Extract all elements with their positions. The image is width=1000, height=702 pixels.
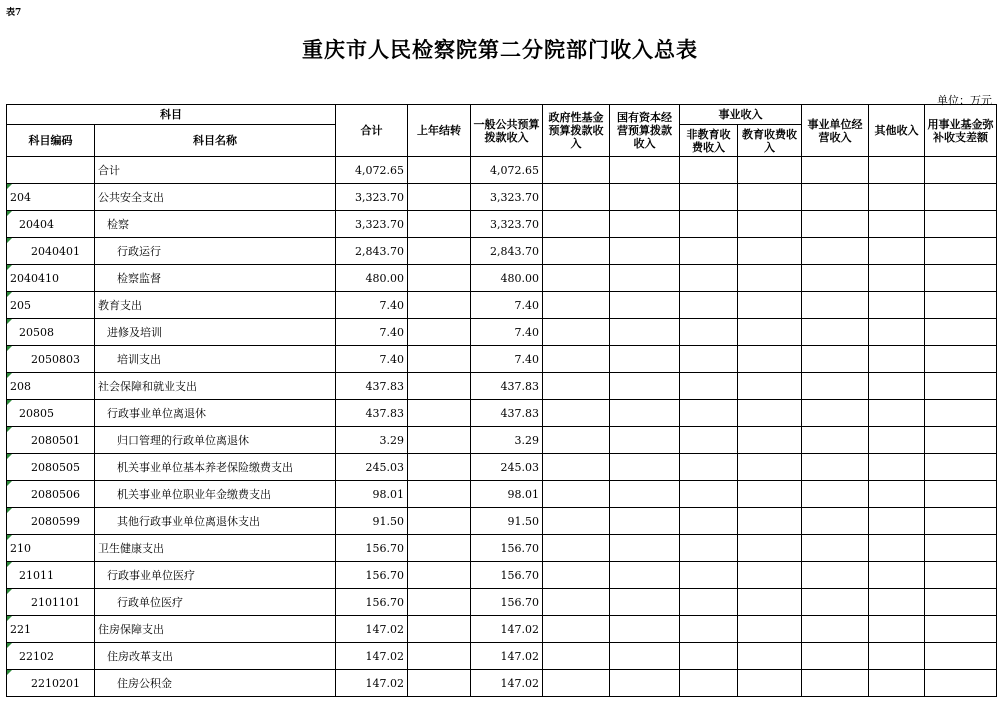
cell-education <box>738 211 802 238</box>
cell-noneducation <box>680 184 738 211</box>
cell-noneducation <box>680 319 738 346</box>
cell-code: 2080599 <box>7 508 95 535</box>
cell-fund <box>925 616 997 643</box>
header-non-education-fee: 非教育收费收入 <box>680 125 738 157</box>
cell-total: 147.02 <box>336 643 408 670</box>
cell-code: 20508 <box>7 319 95 346</box>
cell-stateasset <box>610 346 680 373</box>
cell-name: 其他行政事业单位离退休支出 <box>95 508 336 535</box>
cell-govfund <box>543 184 610 211</box>
table-row <box>7 400 997 427</box>
cell-operating <box>802 238 869 265</box>
cell-total: 4,072.65 <box>336 157 408 184</box>
cell-fund <box>925 508 997 535</box>
cell-stateasset <box>610 184 680 211</box>
cell-noneducation <box>680 346 738 373</box>
table-row <box>7 265 997 292</box>
table-row <box>7 562 997 589</box>
cell-education <box>738 292 802 319</box>
cell-stateasset <box>610 643 680 670</box>
cell-general: 2,843.70 <box>471 238 543 265</box>
cell-general: 437.83 <box>471 400 543 427</box>
cell-code: 2101101 <box>7 589 95 616</box>
cell-name: 机关事业单位基本养老保险缴费支出 <box>95 454 336 481</box>
cell-total: 437.83 <box>336 400 408 427</box>
cell-general: 147.02 <box>471 670 543 697</box>
cell-education <box>738 427 802 454</box>
cell-total: 147.02 <box>336 670 408 697</box>
cell-operating <box>802 508 869 535</box>
cell-operating <box>802 454 869 481</box>
cell-stateasset <box>610 562 680 589</box>
cell-education <box>738 400 802 427</box>
cell-carryover <box>408 238 471 265</box>
cell-other <box>869 427 925 454</box>
cell-other <box>869 346 925 373</box>
cell-noneducation <box>680 292 738 319</box>
cell-noneducation <box>680 535 738 562</box>
table-body <box>7 157 997 697</box>
cell-govfund <box>543 400 610 427</box>
cell-operating <box>802 670 869 697</box>
cell-fund <box>925 427 997 454</box>
cell-govfund <box>543 454 610 481</box>
cell-education <box>738 184 802 211</box>
cell-general: 147.02 <box>471 643 543 670</box>
cell-fund <box>925 184 997 211</box>
table-row <box>7 211 997 238</box>
cell-name: 行政事业单位离退休 <box>95 400 336 427</box>
table-row <box>7 238 997 265</box>
cell-carryover <box>408 373 471 400</box>
cell-fund <box>925 211 997 238</box>
cell-other <box>869 643 925 670</box>
cell-fund <box>925 265 997 292</box>
cell-operating <box>802 481 869 508</box>
cell-name: 教育支出 <box>95 292 336 319</box>
cell-code: 205 <box>7 292 95 319</box>
header-operating-income: 事业单位经营收入 <box>802 105 869 157</box>
cell-education <box>738 319 802 346</box>
cell-stateasset <box>610 589 680 616</box>
cell-education <box>738 616 802 643</box>
cell-govfund <box>543 373 610 400</box>
table-row <box>7 157 997 184</box>
header-other-income: 其他收入 <box>869 105 925 157</box>
cell-general: 3,323.70 <box>471 211 543 238</box>
cell-carryover <box>408 643 471 670</box>
cell-general: 147.02 <box>471 616 543 643</box>
cell-govfund <box>543 481 610 508</box>
cell-general: 156.70 <box>471 562 543 589</box>
cell-other <box>869 562 925 589</box>
cell-general: 7.40 <box>471 346 543 373</box>
cell-code: 210 <box>7 535 95 562</box>
cell-code: 2040410 <box>7 265 95 292</box>
cell-general: 437.83 <box>471 373 543 400</box>
cell-code: 20404 <box>7 211 95 238</box>
cell-total: 3,323.70 <box>336 184 408 211</box>
cell-govfund <box>543 238 610 265</box>
cell-education <box>738 643 802 670</box>
income-table <box>6 104 997 697</box>
table-row <box>7 481 997 508</box>
table-row <box>7 643 997 670</box>
cell-noneducation <box>680 427 738 454</box>
cell-code: 2080501 <box>7 427 95 454</box>
cell-noneducation <box>680 265 738 292</box>
cell-noneducation <box>680 562 738 589</box>
cell-stateasset <box>610 319 680 346</box>
cell-carryover <box>408 535 471 562</box>
cell-other <box>869 292 925 319</box>
cell-operating <box>802 616 869 643</box>
cell-stateasset <box>610 508 680 535</box>
cell-other <box>869 211 925 238</box>
cell-other <box>869 400 925 427</box>
header-carryover: 上年结转 <box>408 105 471 157</box>
cell-stateasset <box>610 373 680 400</box>
cell-fund <box>925 319 997 346</box>
cell-govfund <box>543 589 610 616</box>
cell-noneducation <box>680 643 738 670</box>
table-row <box>7 373 997 400</box>
cell-code: 208 <box>7 373 95 400</box>
cell-name: 住房保障支出 <box>95 616 336 643</box>
cell-operating <box>802 346 869 373</box>
cell-code: 2080506 <box>7 481 95 508</box>
cell-name: 行政单位医疗 <box>95 589 336 616</box>
cell-general: 245.03 <box>471 454 543 481</box>
cell-stateasset <box>610 157 680 184</box>
cell-education <box>738 535 802 562</box>
cell-govfund <box>543 319 610 346</box>
cell-total: 2,843.70 <box>336 238 408 265</box>
cell-name: 卫生健康支出 <box>95 535 336 562</box>
cell-fund <box>925 535 997 562</box>
cell-carryover <box>408 508 471 535</box>
cell-name: 合计 <box>95 157 336 184</box>
table-row <box>7 184 997 211</box>
header-subject: 科目 <box>7 105 336 125</box>
cell-other <box>869 157 925 184</box>
cell-noneducation <box>680 616 738 643</box>
cell-operating <box>802 265 869 292</box>
table-row <box>7 616 997 643</box>
cell-code: 20805 <box>7 400 95 427</box>
cell-total: 437.83 <box>336 373 408 400</box>
header-fund-makeup: 用事业基金弥补收支差额 <box>925 105 997 157</box>
cell-name: 公共安全支出 <box>95 184 336 211</box>
cell-stateasset <box>610 535 680 562</box>
cell-total: 156.70 <box>336 562 408 589</box>
unit-label: 单位：万元 <box>937 94 992 107</box>
cell-code: 221 <box>7 616 95 643</box>
cell-total: 98.01 <box>336 481 408 508</box>
cell-general: 7.40 <box>471 292 543 319</box>
cell-other <box>869 319 925 346</box>
cell-operating <box>802 427 869 454</box>
cell-noneducation <box>680 373 738 400</box>
cell-general: 91.50 <box>471 508 543 535</box>
cell-operating <box>802 319 869 346</box>
cell-name: 行政事业单位医疗 <box>95 562 336 589</box>
cell-name: 培训支出 <box>95 346 336 373</box>
cell-fund <box>925 292 997 319</box>
cell-general: 480.00 <box>471 265 543 292</box>
cell-govfund <box>543 427 610 454</box>
cell-total: 156.70 <box>336 535 408 562</box>
cell-operating <box>802 292 869 319</box>
header-name: 科目名称 <box>95 125 336 157</box>
cell-carryover <box>408 346 471 373</box>
cell-other <box>869 184 925 211</box>
cell-education <box>738 670 802 697</box>
cell-carryover <box>408 481 471 508</box>
cell-noneducation <box>680 400 738 427</box>
cell-general: 98.01 <box>471 481 543 508</box>
cell-name: 住房改革支出 <box>95 643 336 670</box>
cell-name: 进修及培训 <box>95 319 336 346</box>
cell-govfund <box>543 508 610 535</box>
cell-stateasset <box>610 670 680 697</box>
cell-carryover <box>408 292 471 319</box>
cell-other <box>869 535 925 562</box>
header-education-fee: 教育收费收入 <box>738 125 802 157</box>
cell-name: 归口管理的行政单位离退休 <box>95 427 336 454</box>
cell-operating <box>802 535 869 562</box>
cell-education <box>738 373 802 400</box>
cell-govfund <box>543 616 610 643</box>
table-row <box>7 535 997 562</box>
cell-fund <box>925 643 997 670</box>
cell-noneducation <box>680 589 738 616</box>
cell-carryover <box>408 211 471 238</box>
cell-name: 行政运行 <box>95 238 336 265</box>
cell-fund <box>925 454 997 481</box>
cell-other <box>869 670 925 697</box>
cell-govfund <box>543 292 610 319</box>
cell-carryover <box>408 454 471 481</box>
table-row <box>7 319 997 346</box>
cell-fund <box>925 670 997 697</box>
cell-fund <box>925 400 997 427</box>
cell-other <box>869 238 925 265</box>
cell-other <box>869 508 925 535</box>
cell-general: 3,323.70 <box>471 184 543 211</box>
cell-code: 2210201 <box>7 670 95 697</box>
header-general-budget: 一般公共预算拨款收入 <box>471 105 543 157</box>
cell-fund <box>925 157 997 184</box>
cell-total: 3.29 <box>336 427 408 454</box>
table-row <box>7 670 997 697</box>
cell-general: 7.40 <box>471 319 543 346</box>
header-state-asset: 国有资本经营预算拨款收入 <box>610 105 680 157</box>
cell-operating <box>802 211 869 238</box>
cell-carryover <box>408 589 471 616</box>
cell-govfund <box>543 670 610 697</box>
cell-education <box>738 481 802 508</box>
cell-carryover <box>408 562 471 589</box>
cell-general: 4,072.65 <box>471 157 543 184</box>
cell-operating <box>802 400 869 427</box>
cell-fund <box>925 589 997 616</box>
cell-education <box>738 265 802 292</box>
cell-operating <box>802 562 869 589</box>
cell-name: 检察监督 <box>95 265 336 292</box>
cell-govfund <box>543 211 610 238</box>
cell-total: 7.40 <box>336 319 408 346</box>
cell-fund <box>925 481 997 508</box>
cell-noneducation <box>680 157 738 184</box>
cell-operating <box>802 373 869 400</box>
cell-govfund <box>543 643 610 670</box>
cell-stateasset <box>610 292 680 319</box>
cell-noneducation <box>680 481 738 508</box>
cell-carryover <box>408 184 471 211</box>
cell-stateasset <box>610 265 680 292</box>
cell-stateasset <box>610 238 680 265</box>
table-row <box>7 346 997 373</box>
cell-govfund <box>543 265 610 292</box>
cell-code: 22102 <box>7 643 95 670</box>
cell-other <box>869 454 925 481</box>
cell-stateasset <box>610 481 680 508</box>
cell-fund <box>925 346 997 373</box>
cell-other <box>869 265 925 292</box>
cell-name: 住房公积金 <box>95 670 336 697</box>
table-row <box>7 589 997 616</box>
header-code: 科目编码 <box>7 125 95 157</box>
cell-stateasset <box>610 454 680 481</box>
cell-fund <box>925 373 997 400</box>
cell-noneducation <box>680 238 738 265</box>
cell-code: 204 <box>7 184 95 211</box>
cell-total: 480.00 <box>336 265 408 292</box>
cell-carryover <box>408 400 471 427</box>
cell-fund <box>925 238 997 265</box>
cell-stateasset <box>610 616 680 643</box>
cell-education <box>738 238 802 265</box>
cell-general: 156.70 <box>471 535 543 562</box>
cell-other <box>869 373 925 400</box>
cell-noneducation <box>680 454 738 481</box>
cell-other <box>869 589 925 616</box>
table-header <box>7 105 997 157</box>
cell-code: 2050803 <box>7 346 95 373</box>
table-row <box>7 427 997 454</box>
cell-total: 7.40 <box>336 346 408 373</box>
cell-total: 245.03 <box>336 454 408 481</box>
cell-operating <box>802 157 869 184</box>
table-row <box>7 508 997 535</box>
header-gov-fund: 政府性基金预算拨款收入 <box>543 105 610 157</box>
cell-noneducation <box>680 670 738 697</box>
cell-govfund <box>543 346 610 373</box>
cell-noneducation <box>680 508 738 535</box>
cell-name: 检察 <box>95 211 336 238</box>
cell-carryover <box>408 670 471 697</box>
cell-fund <box>925 562 997 589</box>
cell-carryover <box>408 319 471 346</box>
cell-other <box>869 616 925 643</box>
cell-operating <box>802 643 869 670</box>
cell-education <box>738 346 802 373</box>
cell-govfund <box>543 157 610 184</box>
cell-total: 91.50 <box>336 508 408 535</box>
cell-stateasset <box>610 427 680 454</box>
cell-general: 156.70 <box>471 589 543 616</box>
cell-education <box>738 589 802 616</box>
header-total: 合计 <box>336 105 408 157</box>
table-row <box>7 292 997 319</box>
cell-code <box>7 157 95 184</box>
cell-general: 3.29 <box>471 427 543 454</box>
cell-total: 156.70 <box>336 589 408 616</box>
cell-total: 3,323.70 <box>336 211 408 238</box>
cell-carryover <box>408 265 471 292</box>
cell-carryover <box>408 616 471 643</box>
cell-operating <box>802 184 869 211</box>
cell-stateasset <box>610 400 680 427</box>
cell-education <box>738 157 802 184</box>
cell-total: 147.02 <box>336 616 408 643</box>
cell-operating <box>802 589 869 616</box>
header-career-income: 事业收入 <box>680 105 802 125</box>
cell-code: 2040401 <box>7 238 95 265</box>
cell-code: 21011 <box>7 562 95 589</box>
cell-govfund <box>543 562 610 589</box>
cell-noneducation <box>680 211 738 238</box>
cell-total: 7.40 <box>336 292 408 319</box>
cell-education <box>738 454 802 481</box>
cell-other <box>869 481 925 508</box>
cell-stateasset <box>610 211 680 238</box>
cell-education <box>738 562 802 589</box>
cell-govfund <box>543 535 610 562</box>
cell-name: 社会保障和就业支出 <box>95 373 336 400</box>
cell-education <box>738 508 802 535</box>
cell-carryover <box>408 157 471 184</box>
cell-carryover <box>408 427 471 454</box>
cell-code: 2080505 <box>7 454 95 481</box>
table-number: 表7 <box>6 8 22 18</box>
cell-name: 机关事业单位职业年金缴费支出 <box>95 481 336 508</box>
table-row <box>7 454 997 481</box>
page-title: 重庆市人民检察院第二分院部门收入总表 <box>302 37 698 62</box>
